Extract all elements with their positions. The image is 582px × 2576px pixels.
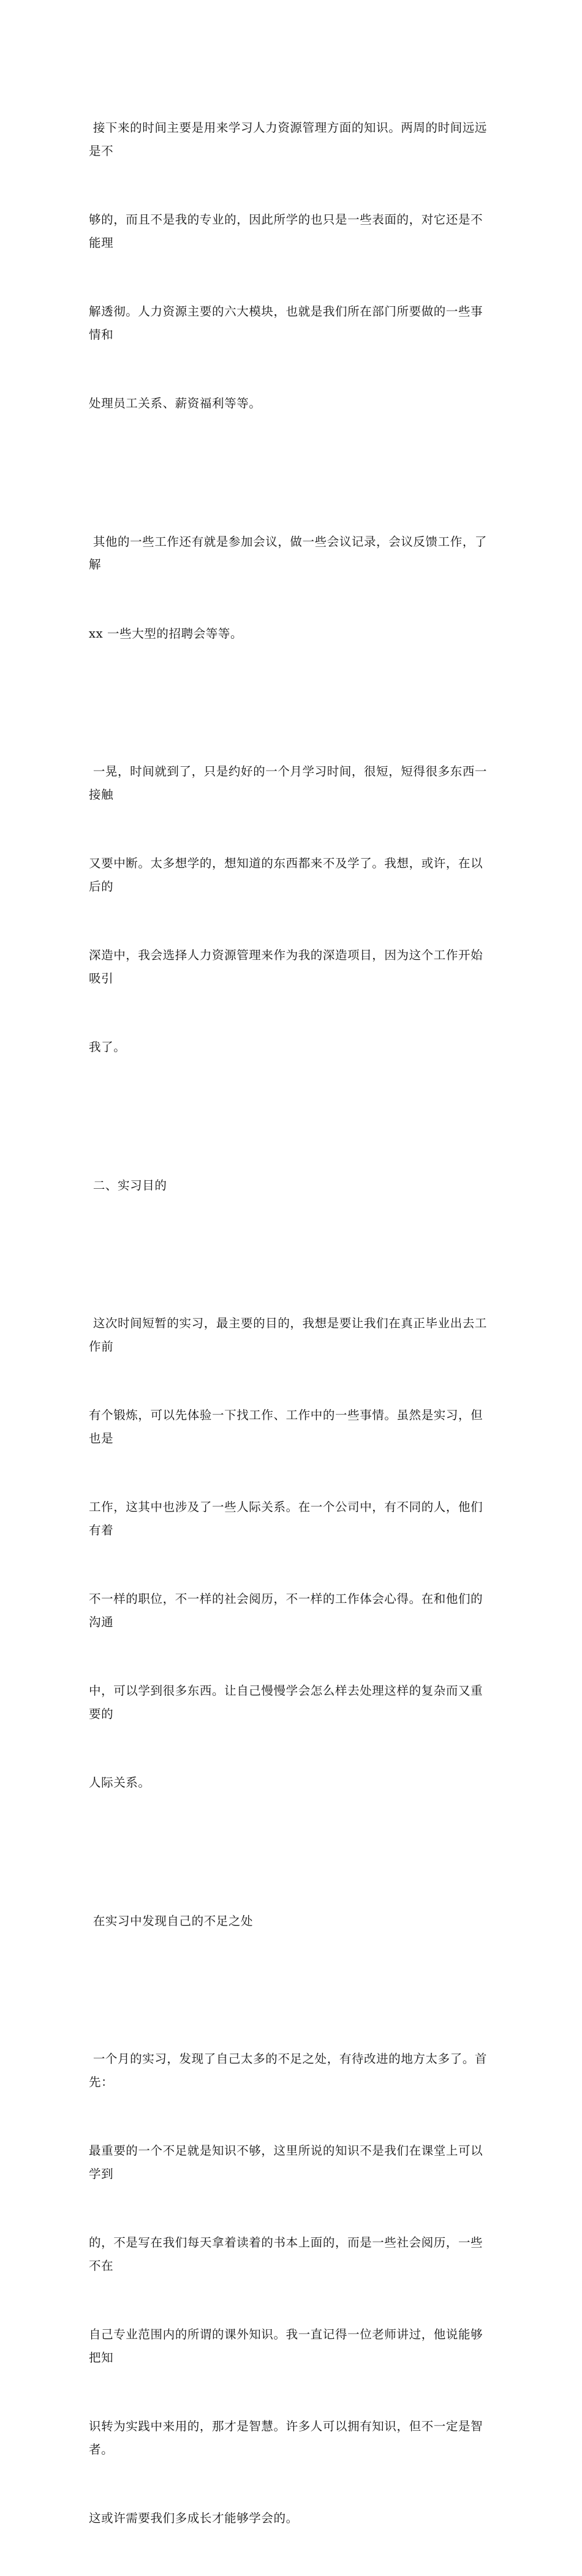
text-line: 中，可以学到很多东西。让自己慢慢学会怎么样去处理这样的复杂而又重要的 xyxy=(89,1684,483,1721)
paragraph-other-work xyxy=(89,484,493,691)
heading-line: 在实习中发现自己的不足之处 xyxy=(89,1913,254,1928)
text-line: 这次时间短暂的实习，最主要的目的，我想是要让我们在真正毕业出去工作前 xyxy=(89,1316,488,1354)
paragraph-spacer xyxy=(89,461,493,484)
paragraph-spacer xyxy=(89,691,493,714)
text-line: 又要中断。太多想学的，想知道的东西都来不及学了。我想，或许，在以后的 xyxy=(89,856,483,894)
paragraph-purpose xyxy=(89,1266,493,1840)
text-line: 的，不是写在我们每天拿着读着的书本上面的，而是一些社会阅历，一些不在 xyxy=(89,2235,483,2273)
paragraph-shortcomings xyxy=(89,2002,493,2576)
text-line: 人际关系。 xyxy=(89,1776,151,1790)
paragraph-spacer xyxy=(89,1840,493,1864)
section-heading-internship-purpose xyxy=(89,1128,493,1243)
text-line: 最重要的一个不足就是知识不够，这里所说的知识不是我们在课堂上可以学到 xyxy=(89,2144,483,2181)
text-line: 解透彻。人力资源主要的六大模块，也就是我们所在部门所要做的一些事情和 xyxy=(89,304,483,342)
text-line: 够的，而且不是我的专业的，因此所学的也只是一些表面的，对它还是不能理 xyxy=(89,213,483,250)
paragraph-spacer xyxy=(89,1978,493,2002)
paragraph-spacer xyxy=(89,1105,493,1128)
section-heading-shortcomings xyxy=(89,1864,493,1979)
text-line: 自己专业范围内的所谓的课外知识。我一直记得一位老师讲过，他说能够把知 xyxy=(89,2327,483,2365)
text-line: 我了。 xyxy=(89,1040,126,1054)
document-page xyxy=(89,70,493,2576)
paragraph-time-passed xyxy=(89,714,493,1105)
text-line: xx 一些大型的招聘会等等。 xyxy=(89,626,243,641)
text-line: 这或许需要我们多成长才能够学会的。 xyxy=(89,2511,298,2525)
text-line: 识转为实践中来用的，那才是智慧。许多人可以拥有知识，但不一定是智者。 xyxy=(89,2419,483,2457)
text-line: 有个锻炼，可以先体验一下找工作、工作中的一些事情。虽然是实习，但也是 xyxy=(89,1408,483,1445)
text-line: 工作，这其中也涉及了一些人际关系。在一个公司中，有不同的人，他们有着 xyxy=(89,1500,483,1537)
paragraph-spacer xyxy=(89,1243,493,1266)
text-line: 处理员工关系、薪资福利等等。 xyxy=(89,396,262,410)
text-line: 深造中，我会选择人力资源管理来作为我的深造项目，因为这个工作开始吸引 xyxy=(89,948,483,985)
paragraph-internship-hr-study xyxy=(89,70,493,461)
text-line: 不一样的职位，不一样的社会阅历，不一样的工作体会心得。在和他们的沟通 xyxy=(89,1592,483,1629)
text-line: 一个月的实习，发现了自己太多的不足之处，有待改进的地方太多了。首先： xyxy=(89,2052,488,2089)
text-line: 接下来的时间主要是用来学习人力资源管理方面的知识。两周的时间远远是不 xyxy=(89,121,488,158)
heading-line: 二、实习目的 xyxy=(89,1178,167,1192)
text-line: 一晃，时间就到了，只是约好的一个月学习时间，很短，短得很多东西一接触 xyxy=(89,764,488,802)
text-line: 其他的一些工作还有就是参加会议，做一些会议记录，会议反馈工作，了解 xyxy=(89,534,488,571)
